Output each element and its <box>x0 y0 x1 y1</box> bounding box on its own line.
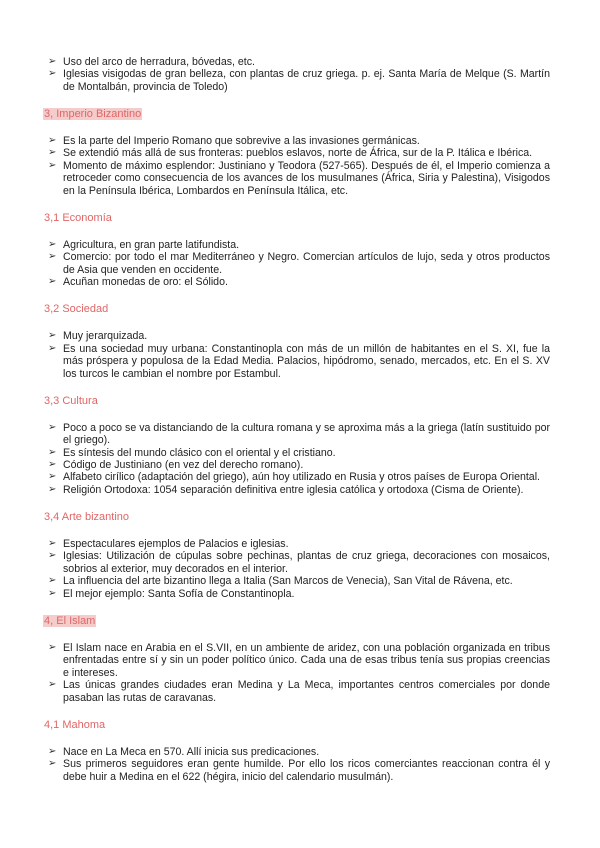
section-heading <box>43 212 550 224</box>
list-item <box>43 422 550 447</box>
arrow-bullet-icon: ➢ <box>48 550 57 562</box>
list-item-text: Sus primeros seguidores eran gente humilde. Por ello los ricos comerciantes reaccionan contra él y debe huir a Medina en el 622 (hégira, inicio del calendario musulmán). <box>63 758 550 783</box>
section-heading <box>43 395 550 407</box>
list-item-text: Religión Ortodoxa: 1054 separación definitiva entre iglesia católica y ortodoxa (Cisma de Oriente). <box>63 483 524 496</box>
arrow-bullet-icon: ➢ <box>48 342 57 354</box>
arrow-bullet-icon: ➢ <box>48 537 57 549</box>
list-item <box>43 746 550 758</box>
list-item <box>43 642 550 679</box>
list-item <box>43 679 550 704</box>
list-item <box>43 447 550 459</box>
list-item-text: Nace en La Meca en 570. Allí inicia sus predicaciones. <box>63 745 320 758</box>
arrow-bullet-icon: ➢ <box>48 159 57 171</box>
list-item <box>43 758 550 783</box>
section-heading <box>43 719 550 731</box>
list-item <box>43 56 550 68</box>
list-item-text: Acuñan monedas de oro: el Sólido. <box>63 276 228 289</box>
list-item <box>43 239 550 251</box>
arrow-bullet-icon: ➢ <box>48 56 57 67</box>
list-item-text: Iglesias: Utilización de cúpulas sobre pechinas, plantas de cruz griega, decoraciones con mosaicos, sobrios al exterior, muy decorados en el interior. <box>63 550 550 575</box>
list-item-text: Comercio: por todo el mar Mediterráneo y Negro. Comercian artículos de lujo, seda y otros productos de Asia que venden en occidente. <box>63 251 550 276</box>
section-heading-text: 3,4 Arte bizantino <box>44 510 130 523</box>
list-item-text: Muy jerarquizada. <box>63 330 148 343</box>
list-item-text: Poco a poco se va distanciando de la cultura romana y se aproxima más a la griega (latín sustituido por el griego). <box>63 421 550 447</box>
list-item <box>43 459 550 471</box>
arrow-bullet-icon: ➢ <box>48 238 57 250</box>
arrow-bullet-icon: ➢ <box>48 471 57 483</box>
section-heading-text: 4, El Islam <box>44 614 96 627</box>
section-list <box>43 538 550 600</box>
list-item-text: El mejor ejemplo: Santa Sofía de Constantinopla. <box>63 587 295 600</box>
arrow-bullet-icon: ➢ <box>48 276 57 288</box>
list-item-text: Las únicas grandes ciudades eran Medina y La Meca, importantes centros comerciales por donde pasaban las rutas de caravanas. <box>63 679 550 704</box>
section-heading-text: 3,1 Economía <box>44 211 112 224</box>
section-heading-text: 4,1 Mahoma <box>44 718 106 731</box>
section-list <box>43 642 550 704</box>
list-item <box>43 147 550 159</box>
list-item-text: Es una sociedad muy urbana: Constantinopla con más de un millón de habitantes en el S. XI, fue la más próspera y populosa de la Edad Media. Palacios, hipódromo, senado, mercados, etc. En el S. XV los turcos le cambian el nombre por Estambul. <box>63 342 550 380</box>
list-item <box>43 68 550 93</box>
arrow-bullet-icon: ➢ <box>48 587 57 599</box>
section-list <box>43 330 550 380</box>
arrow-bullet-icon: ➢ <box>48 641 57 653</box>
list-item <box>43 330 550 342</box>
arrow-bullet-icon: ➢ <box>48 251 57 263</box>
list-item-text: Es la parte del Imperio Romano que sobrevive a las invasiones germánicas. <box>63 134 420 147</box>
list-item <box>43 135 550 147</box>
document-page <box>43 56 550 783</box>
arrow-bullet-icon: ➢ <box>48 147 57 159</box>
list-item <box>43 160 550 197</box>
arrow-bullet-icon: ➢ <box>48 330 57 342</box>
section-list <box>43 746 550 783</box>
arrow-bullet-icon: ➢ <box>48 745 57 757</box>
list-item <box>43 550 550 575</box>
section-heading-text: 3,2 Sociedad <box>44 303 109 316</box>
list-item <box>43 575 550 587</box>
arrow-bullet-icon: ➢ <box>48 575 57 587</box>
list-item-text: La influencia del arte bizantino llega a Italia (San Marcos de Venecia), San Vital de Rávena, etc. <box>63 575 513 588</box>
list-item-text: Momento de máximo esplendor: Justiniano y Teodora (527-565). Después de él, el Imperio comienza a retroceder como consecuencia de los avances de los musulmanes (África, Siria y Palestina), Visigodos en la Península Ibérica, Lombardos en Península Itálica, etc. <box>63 159 550 197</box>
list-item <box>43 484 550 496</box>
list-item <box>43 588 550 600</box>
arrow-bullet-icon: ➢ <box>48 483 57 495</box>
list-item <box>43 538 550 550</box>
list-item-text: Se extendió más allá de sus fronteras: pueblos eslavos, norte de África, sur de la P. Itálica e Ibérica. <box>63 147 533 160</box>
list-item-text: Iglesias visigodas de gran belleza, con plantas de cruz griega. p. ej. Santa María de Melque (S. Martín de Montalbán, provincia de Toledo) <box>63 68 550 93</box>
list-item <box>43 343 550 380</box>
section-heading <box>43 108 550 120</box>
list-item <box>43 276 550 288</box>
arrow-bullet-icon: ➢ <box>48 679 57 691</box>
list-item-text: Es síntesis del mundo clásico con el oriental y el cristiano. <box>63 446 336 459</box>
list-item-text: Alfabeto cirílico (adaptación del griego), aún hoy utilizado en Rusia y otros países de Europa Oriental. <box>63 471 540 484</box>
list-item <box>43 471 550 483</box>
sections <box>43 108 550 783</box>
arrow-bullet-icon: ➢ <box>48 134 57 146</box>
list-item-text: Agricultura, en gran parte latifundista. <box>63 238 240 251</box>
section-list <box>43 135 550 197</box>
list-item-text: Código de Justiniano (en vez del derecho romano). <box>63 458 304 471</box>
list-item <box>43 251 550 276</box>
section-heading-text: 3,3 Cultura <box>44 394 98 407</box>
section-heading <box>43 511 550 523</box>
section-list <box>43 239 550 289</box>
arrow-bullet-icon: ➢ <box>48 68 57 80</box>
section-heading-text: 3, Imperio Bizantino <box>44 107 142 120</box>
intro-list <box>43 56 550 93</box>
section-heading <box>43 303 550 315</box>
arrow-bullet-icon: ➢ <box>48 421 57 433</box>
arrow-bullet-icon: ➢ <box>48 758 57 770</box>
arrow-bullet-icon: ➢ <box>48 446 57 458</box>
section-heading <box>43 615 550 627</box>
arrow-bullet-icon: ➢ <box>48 458 57 470</box>
list-item-text: Espectaculares ejemplos de Palacios e iglesias. <box>63 537 289 550</box>
list-item-text: Uso del arco de herradura, bóvedas, etc. <box>63 56 255 68</box>
list-item-text: El Islam nace en Arabia en el S.VII, en un ambiente de aridez, con una población organizada en tribus enfrentadas entre sí y sin un poder político único. Cada una de esas tribus tenía sus propias creencias e intereses. <box>63 641 550 679</box>
section-list <box>43 422 550 497</box>
